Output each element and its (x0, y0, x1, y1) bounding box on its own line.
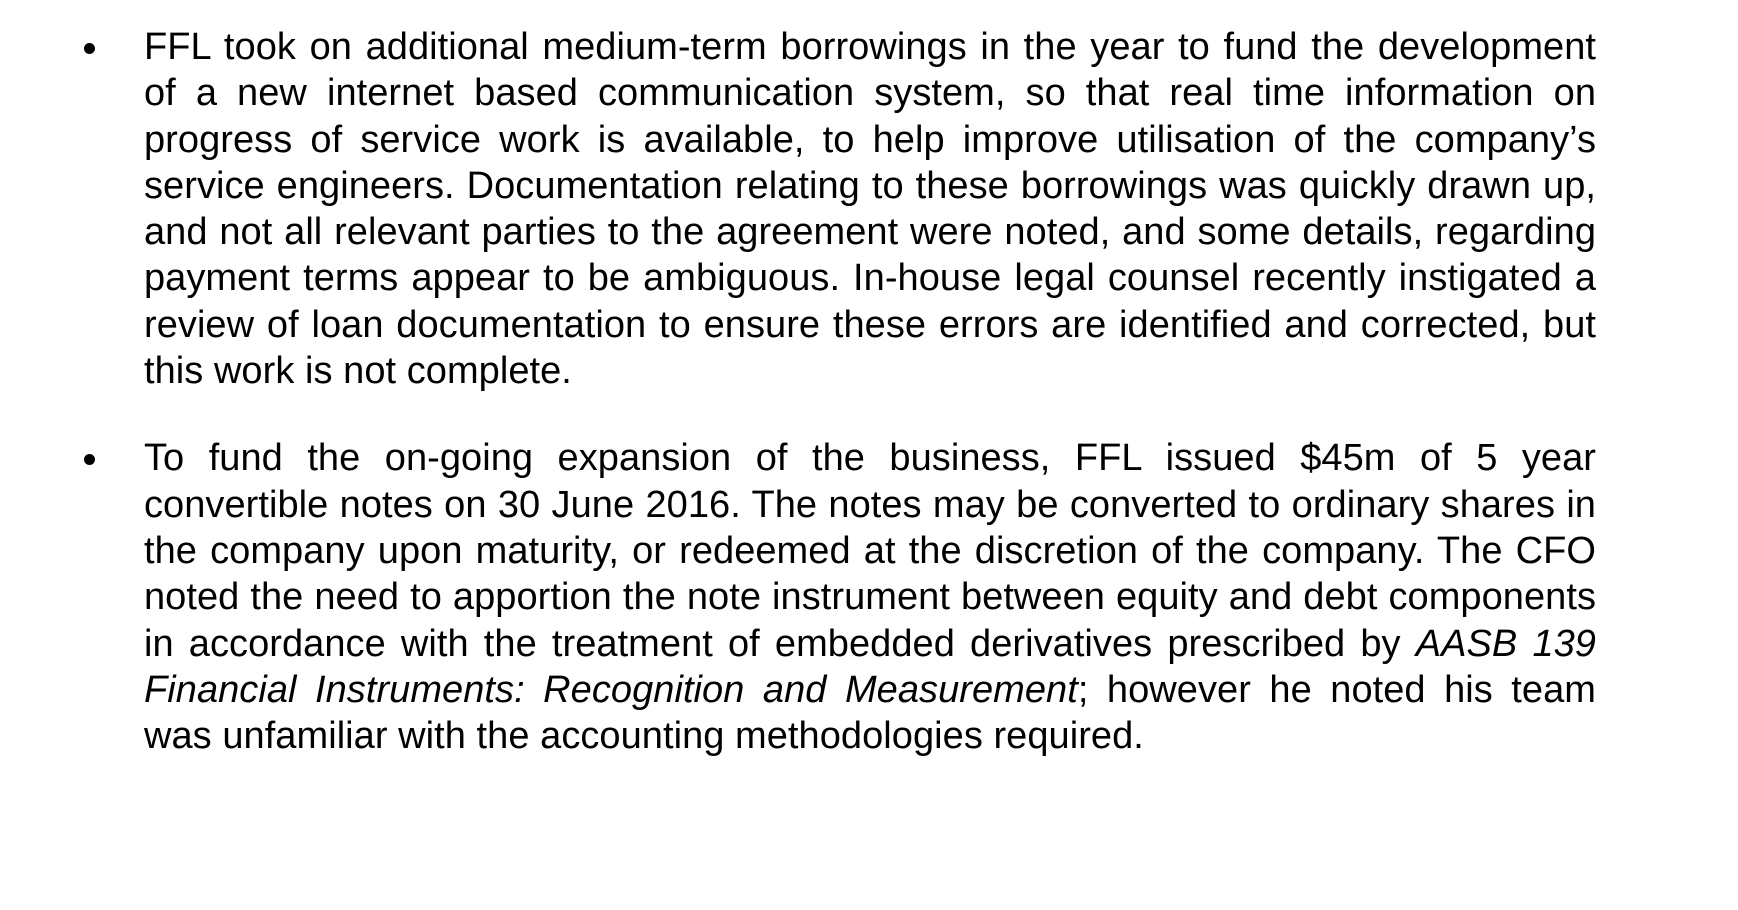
paragraph-text: To fund the on-going expansion of the business, FFL issued $45m of 5 year convertible notes on 30 June 2016. The notes may be converted to ordinary shares in the company upon maturity, or redeemed at the discretion of the company. The CFO noted the need to apportion the note instrument between equity and debt components in accordance with the treatment of embedded derivatives prescribed by (144, 437, 1596, 665)
standard-title: AASB 139 Financial Instruments: Recognition and Measurement (144, 622, 1596, 711)
bullet-icon (84, 454, 95, 465)
list-item (0, 435, 1738, 759)
bullet-icon (84, 43, 95, 54)
paragraph-text: ; however he noted his team was unfamiliar with the accounting methodologies required. (144, 668, 1596, 758)
list-item (0, 24, 1738, 394)
paragraph-convertible-notes (144, 435, 1596, 759)
bullet-list (0, 24, 1738, 800)
paragraph-borrowings: FFL took on additional medium-term borrowings in the year to fund the development of a new internet based communication system, so that real time information on progress of service work is available, to help improve utilisation of the company’s service engineers. Documentation relating to these borrowings was quickly drawn up, and not all relevant parties to the agreement were noted, and some details, regarding payment terms appear to be ambiguous. In-house legal counsel recently instigated a review of loan documentation to ensure these errors are identified and corrected, but this work is not complete. (144, 26, 1596, 393)
